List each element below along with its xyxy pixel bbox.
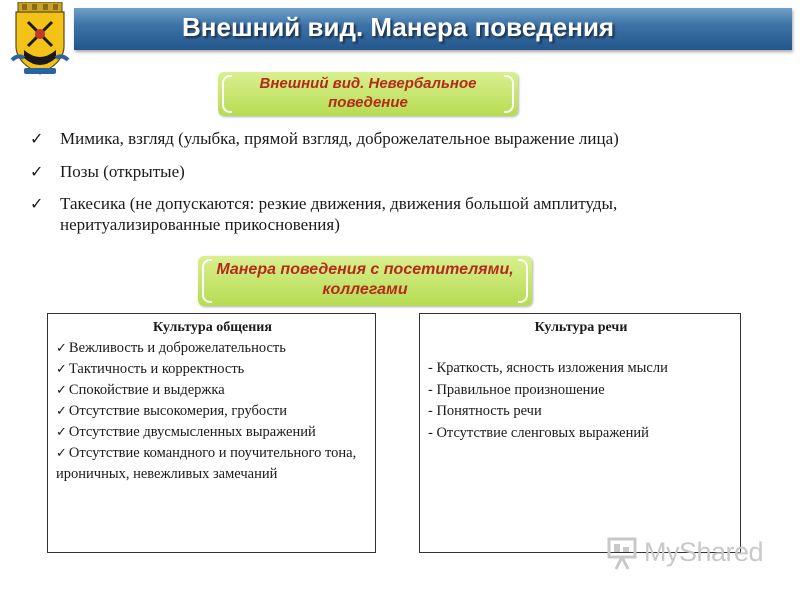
watermark-logo [606,535,766,575]
list-item [56,338,369,359]
list-item: - Понятность речи [428,403,542,419]
checkmark-icon: ✓ [56,383,67,398]
list-item [30,128,770,149]
speech-culture-box [419,313,741,553]
list-item [30,161,770,182]
list-item [56,359,369,380]
list-item [56,380,369,401]
speech-culture-title: Культура речи [534,320,628,335]
checkmark-icon: ✓ [30,194,44,213]
communication-culture-title: Культура общения [153,320,272,335]
title-bar [74,8,792,50]
bracket-decoration [202,259,212,303]
appearance-heading-tag [218,72,518,116]
bullet-text: Такесика (не допускаются: резкие движения, движения большой амплитуды, неритуализированные прикосновения) [60,194,618,234]
item-text: Спокойствие и выдержка [68,382,225,398]
appearance-heading-label: Внешний вид. Невербальное поведение [259,75,477,111]
checkmark-icon: ✓ [56,362,67,377]
bullet-text: Позы (открытые) [60,162,185,181]
communication-culture-list [56,338,369,485]
manner-heading-label: Манера поведения с посетителями, коллегами [216,261,514,298]
bracket-decoration [222,75,232,113]
manner-heading-tag [198,256,532,306]
item-text: Тактичность и корректность [68,361,245,377]
bracket-decoration [504,75,514,113]
list-item [56,422,369,443]
list-item [30,193,770,235]
item-text: Отсутствие двусмысленных выражений [68,424,316,440]
list-item: - Краткость, ясность изложения мысли [428,360,668,376]
checkmark-icon: ✓ [56,446,67,461]
list-item: - Правильное произношение [428,381,605,398]
coat-of-arms-emblem [10,2,70,80]
list-item: - Отсутствие сленговых выражений [428,424,649,441]
slide-title: Внешний вид. Манера поведения [182,12,615,42]
item-text: Отсутствие командного и поучительного тона, ироничных, невежливых замечаний [56,445,357,482]
bracket-decoration [518,259,528,303]
watermark-text: MyShared [644,537,764,567]
checkmark-icon: ✓ [56,425,67,440]
checkmark-icon: ✓ [30,162,44,181]
communication-culture-box [47,313,376,553]
checkmark-icon: ✓ [56,341,67,356]
speech-culture-list [428,358,734,444]
list-item [56,401,369,422]
bullet-text: Мимика, взгляд (улыбка, прямой взгляд, доброжелательное выражение лица) [60,129,619,148]
item-text: Отсутствие высокомерия, грубости [68,403,288,419]
list-item [56,443,369,485]
checkmark-icon: ✓ [30,129,44,148]
item-text: Вежливость и доброжелательность [68,340,286,356]
nonverbal-bullet-list [30,126,770,235]
presentation-board-icon [606,535,640,571]
checkmark-icon: ✓ [56,404,67,419]
